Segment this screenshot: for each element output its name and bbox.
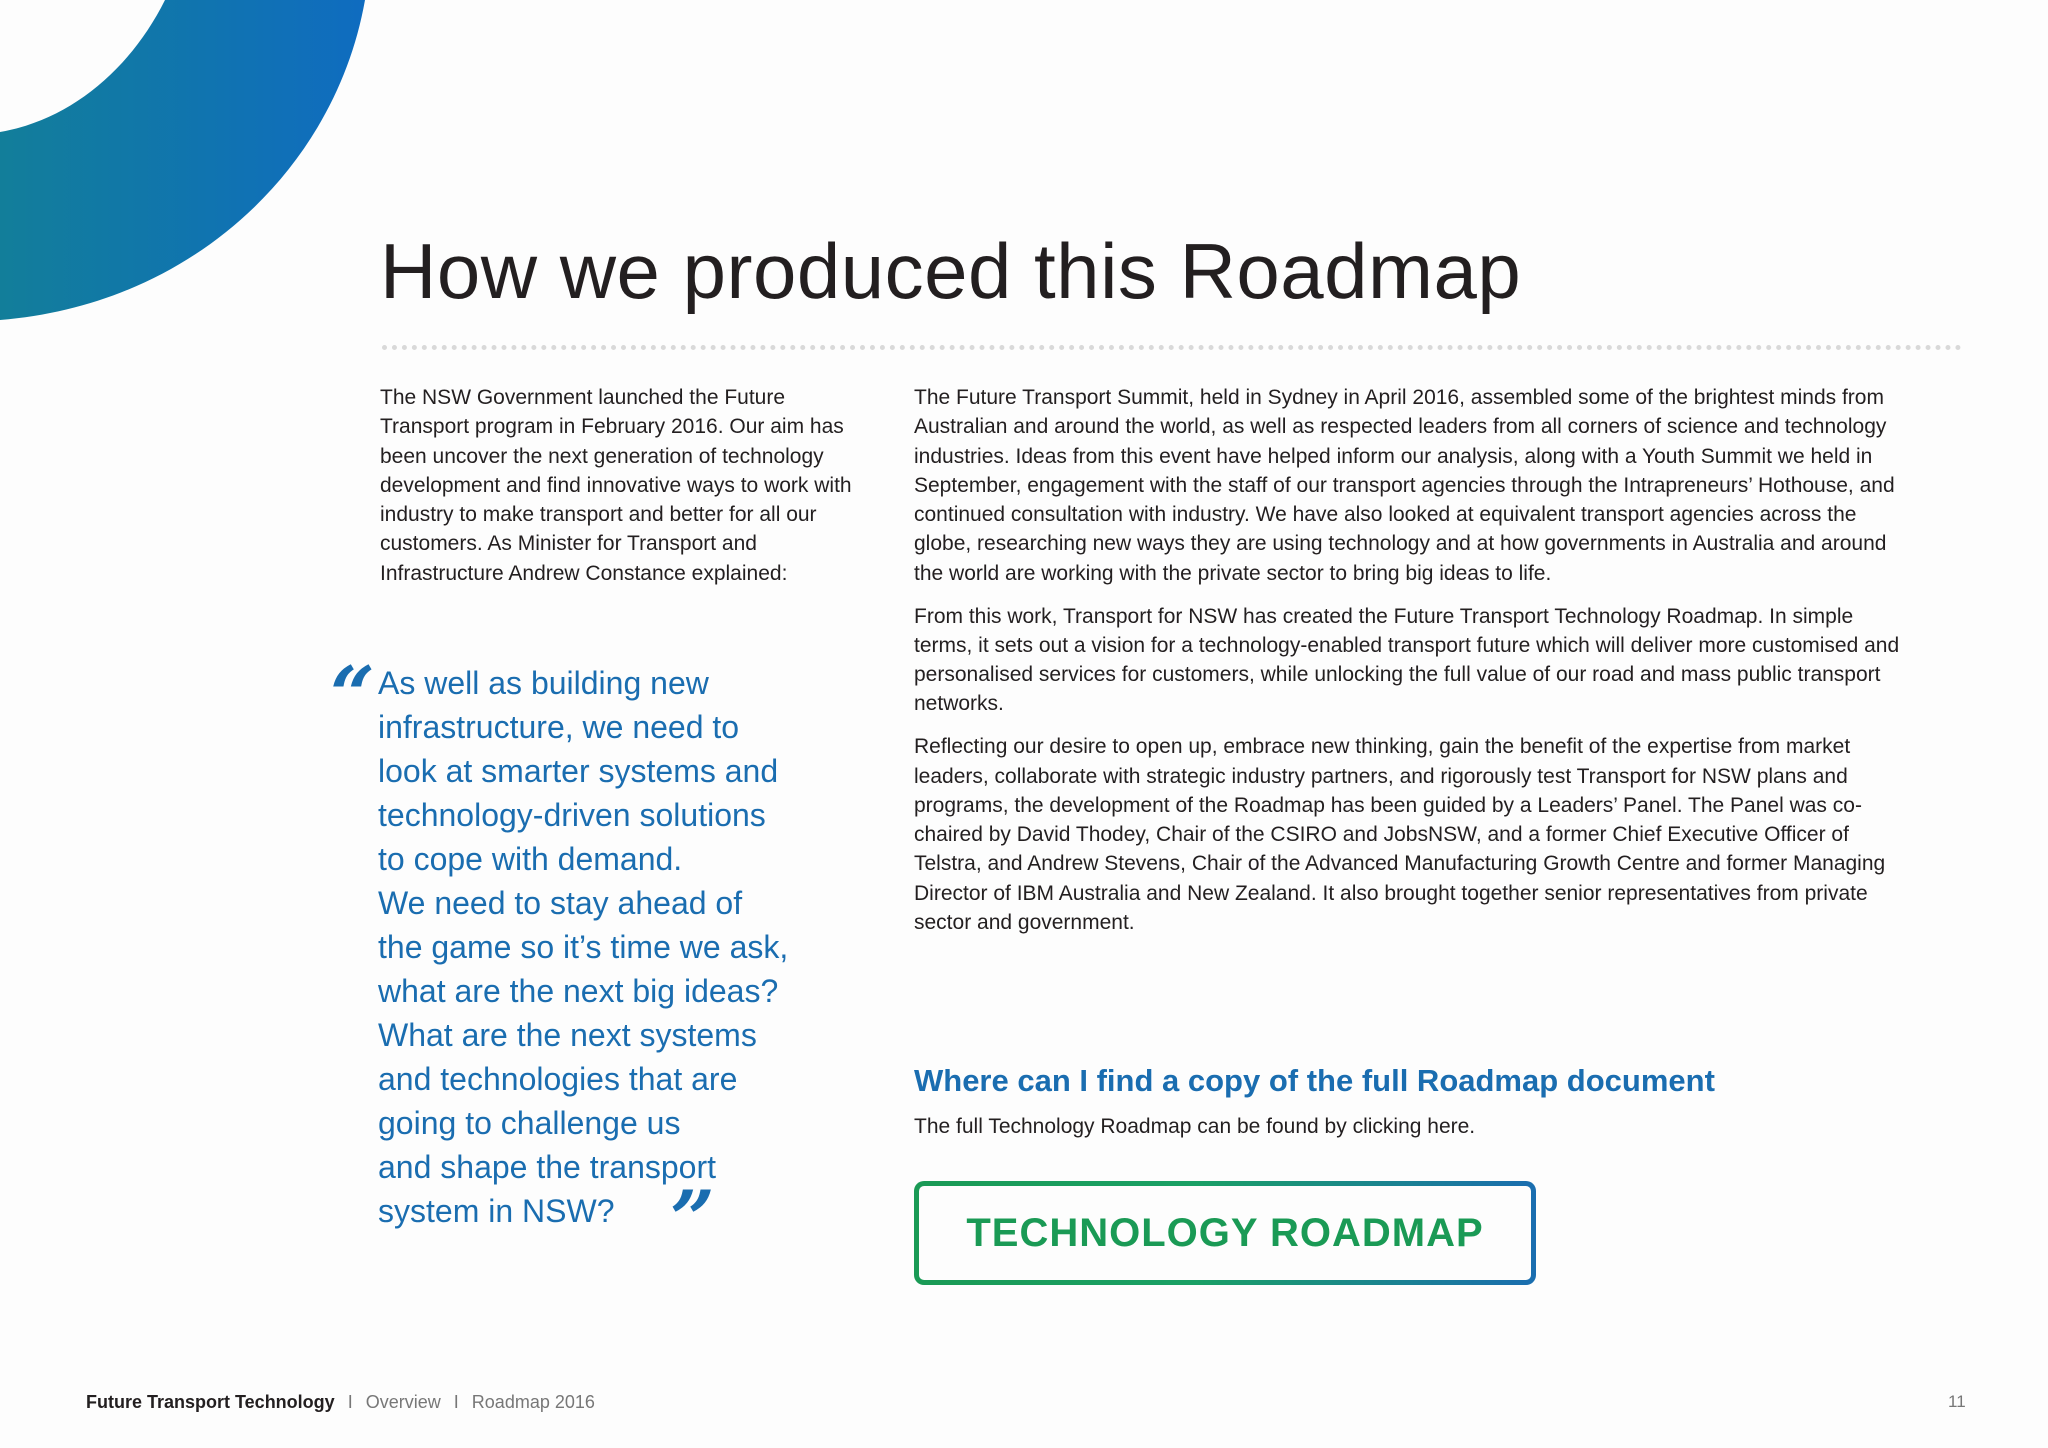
technology-roadmap-button[interactable]: [914, 1181, 1536, 1285]
footer: [86, 1392, 595, 1413]
quote-line: system in NSW?: [378, 1193, 615, 1229]
intro-paragraph: The NSW Government launched the Future Transport program in February 2016. Our aim has been uncover the next generation of technology development and find innovative ways to work with industry to make transport and better for all our customers. As Minister for Transport and Infrastructure Andrew Constance explained:: [380, 386, 852, 585]
quote-line: infrastructure, we need to: [378, 709, 740, 745]
footer-edition: Roadmap 2016: [471, 1392, 595, 1412]
quote-line: and shape the transport: [378, 1149, 717, 1185]
quote-line: technology-driven solutions: [378, 797, 766, 833]
quote-line: going to challenge us: [378, 1105, 681, 1141]
footer-separator: I: [453, 1392, 459, 1412]
page-title: How we produced this Roadmap: [380, 227, 1522, 315]
quote-line: As well as building new: [378, 665, 709, 701]
body-column: [914, 383, 1914, 951]
footer-section: Overview: [365, 1392, 441, 1412]
body-paragraph: Reflecting our desire to open up, embrace new thinking, gain the benefit of the expertise from market leaders, collaborate with strategic industry partners, and rigorously test Transport for NSW plans and programs, the development of the Roadmap has been guided by a Leaders’ Panel. The Panel was co-chaired by David Thodey, Chair of the CSIRO and JobsNSW, and a former Chief Executive Officer of Telstra, and Andrew Stevens, Chair of the Advanced Manufacturing Growth Centre and former Managing Director of IBM Australia and New Zealand. It also brought together senior representatives from private sector and government.: [914, 735, 1886, 935]
body-paragraph: The Future Transport Summit, held in Sydney in April 2016, assembled some of the brightest minds from Australian and around the world, as well as respected leaders from all corners of science and technology industries. Ideas from this event have helped inform our analysis, along with a Youth Summit we held in September, engagement with the staff of our transport agencies through the Intrapreneurs’ Hothouse, and continued consultation with industry. We have also looked at equivalent transport agencies across the globe, researching new ways they are using technology and at how governments in Australia and around the world are working with the private sector to bring big ideas to life.: [914, 386, 1895, 585]
quote-line: the game so it’s time we ask,: [378, 929, 789, 965]
body-paragraph: From this work, Transport for NSW has created the Future Transport Technology Roadmap. In simple terms, it sets out a vision for a technology-enabled transport future which will deliver more customised and personalised services for customers, while unlocking the full value of our road and mass public transport networks.: [914, 604, 1900, 716]
where-heading: Where can I find a copy of the full Roadmap document: [914, 1063, 1715, 1098]
quote-line: and technologies that are: [378, 1061, 738, 1097]
page-number: 11: [1948, 1392, 1966, 1411]
decorative-corner-arc: [0, 0, 370, 330]
pull-quote-text: [378, 661, 858, 1233]
quote-line: to cope with demand.: [378, 841, 683, 877]
quote-line: look at smarter systems and: [378, 753, 779, 789]
technology-roadmap-button-label: TECHNOLOGY ROADMAP: [966, 1210, 1484, 1255]
open-quote-mark: “: [330, 650, 375, 741]
quote-line: We need to stay ahead of: [378, 885, 743, 921]
footer-separator: I: [347, 1392, 353, 1412]
title-divider: [382, 345, 1962, 350]
quote-line: what are the next big ideas?: [378, 973, 779, 1009]
quote-line: What are the next systems: [378, 1017, 757, 1053]
close-quote-mark: ”: [670, 1174, 715, 1265]
footer-publication: Future Transport Technology: [86, 1392, 335, 1412]
where-text: The full Technology Roadmap can be found by clicking here.: [914, 1115, 1476, 1138]
